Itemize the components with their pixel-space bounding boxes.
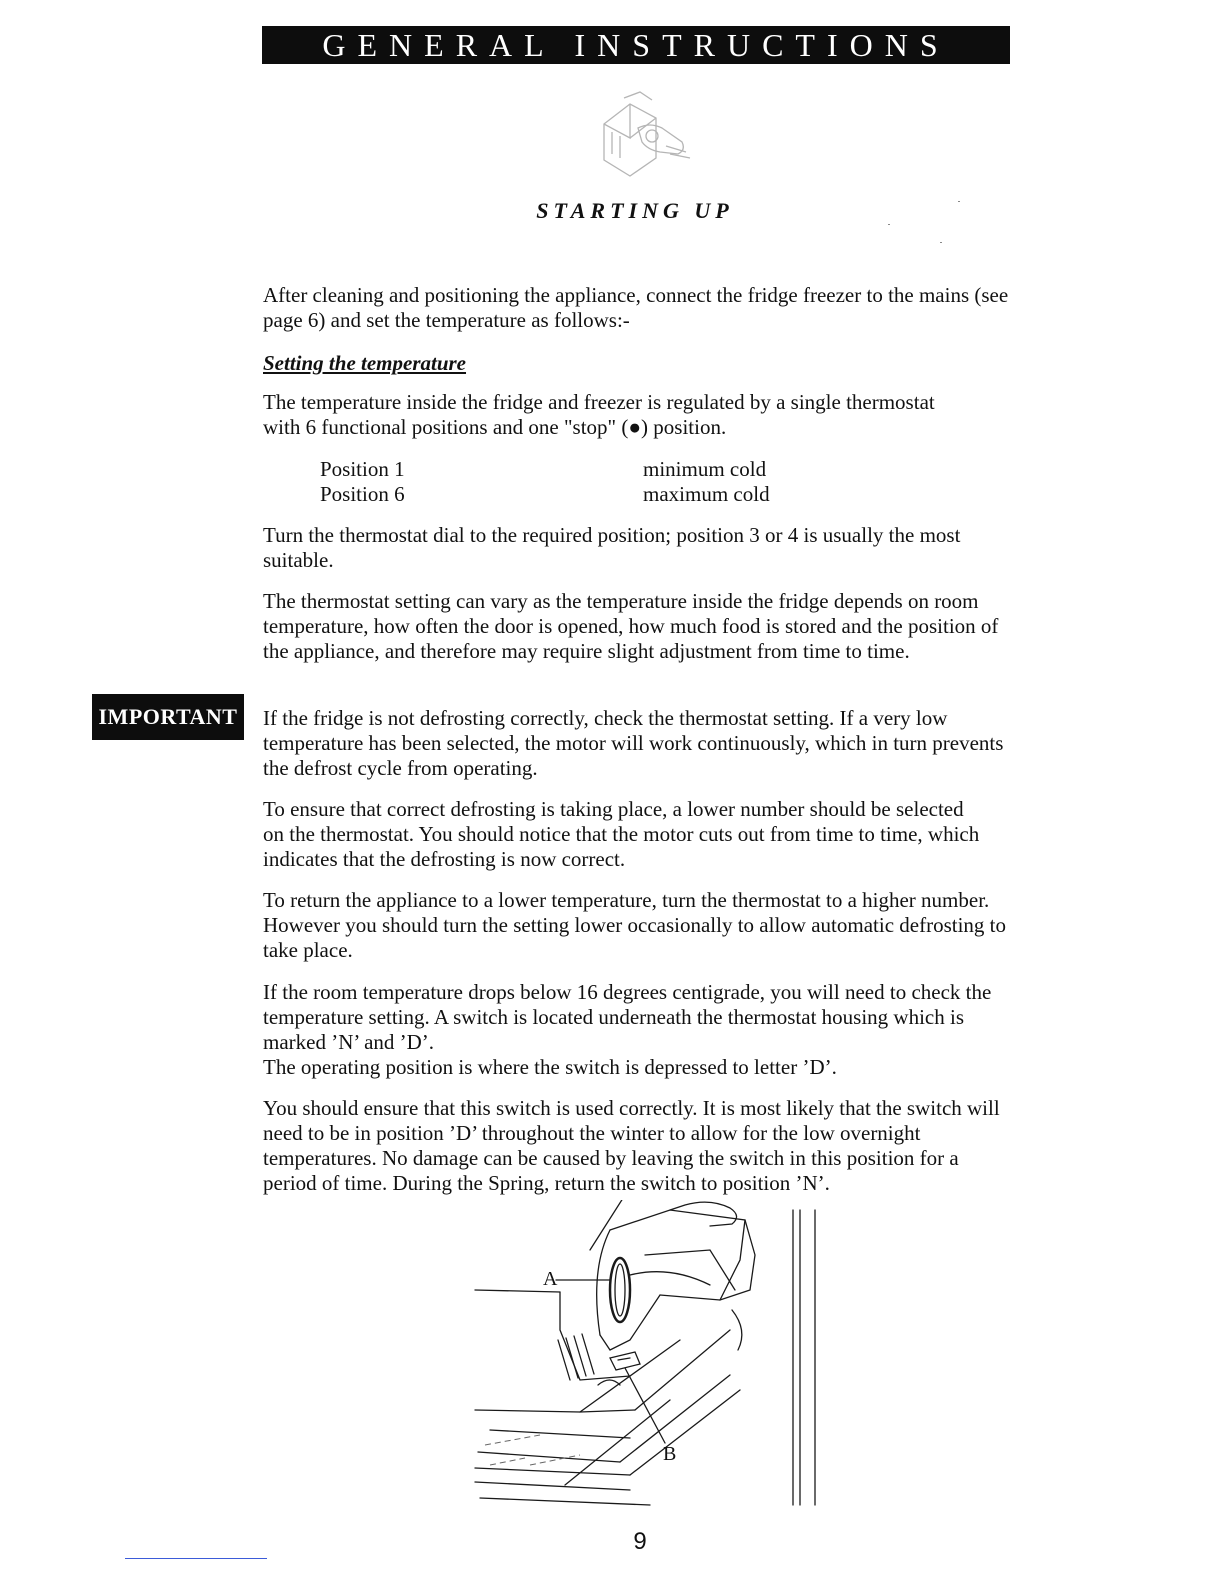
variation-paragraph: The thermostat setting can vary as the temperature inside the fridge depends on room temperature, how often the door is opened, how much food is stored and the position of the appliance, and therefore may require slight adjustment from time to time. [263, 589, 999, 663]
operating-position-paragraph: The operating position is where the switch is depressed to letter ’D’. [263, 1055, 837, 1079]
position-6-label: Position 6 [320, 482, 405, 506]
return-lower-paragraph: To return the appliance to a lower temperature, turn the thermostat to a higher number. However you should turn the setting lower occasionally to allow automatic defrosting to take place. [263, 888, 1006, 962]
figure-label-b: B [663, 1443, 677, 1465]
footer-rule [125, 1558, 267, 1559]
important-badge: IMPORTANT [92, 694, 244, 740]
ensure-defrost-paragraph: To ensure that correct defrosting is taking place, a lower number should be selected on the thermostat. You should notice that the motor cuts out from time to time, which indicates that the defrosting is now correct. [263, 797, 980, 871]
setting-heading: Setting the temperature [263, 351, 467, 375]
scan-speck [940, 242, 942, 243]
position-1-label: Position 1 [320, 457, 405, 481]
defrost-problem-paragraph: If the fridge is not defrosting correctly, check the thermostat setting. If a very low temperature has been selected, the motor will work continuously, which in turn prevents the defrost cycle from operating. [263, 706, 1004, 780]
header-title: GENERAL INSTRUCTIONS [262, 26, 1010, 64]
dial-advice-paragraph: Turn the thermostat dial to the required position; position 3 or 4 is usually the most suitable. [263, 523, 961, 572]
switch-usage-paragraph: You should ensure that this switch is used correctly. It is most likely that the switch will need to be in position ’D’ throughout the winter to allow for the low overnight temperatures. No damage can be caused by leaving the switch in this position for a period of time. During the Spring, return the switch to position ’N’. [263, 1096, 1000, 1195]
plug-icon [590, 88, 700, 183]
setting-description: The temperature inside the fridge and freezer is regulated by a single thermostat with 6 functional positions and one "stop" (●) position. [263, 390, 935, 439]
scan-speck [958, 201, 960, 202]
page-number: 9 [633, 1528, 647, 1555]
figure-label-a: A [543, 1268, 558, 1290]
position-1-value: minimum cold [643, 457, 767, 481]
scan-speck [888, 224, 890, 225]
thermostat-switch-diagram [470, 1200, 870, 1515]
intro-paragraph: After cleaning and positioning the appliance, connect the fridge freezer to the mains (see page 6) and set the temperature as follows:- [263, 283, 1009, 332]
position-6-value: maximum cold [643, 482, 770, 506]
room-temp-paragraph: If the room temperature drops below 16 degrees centigrade, you will need to check the temperature setting. A switch is located underneath the thermostat housing which is marked ’N’ and ’D’. [263, 980, 992, 1054]
section-title: STARTING UP [536, 198, 734, 223]
